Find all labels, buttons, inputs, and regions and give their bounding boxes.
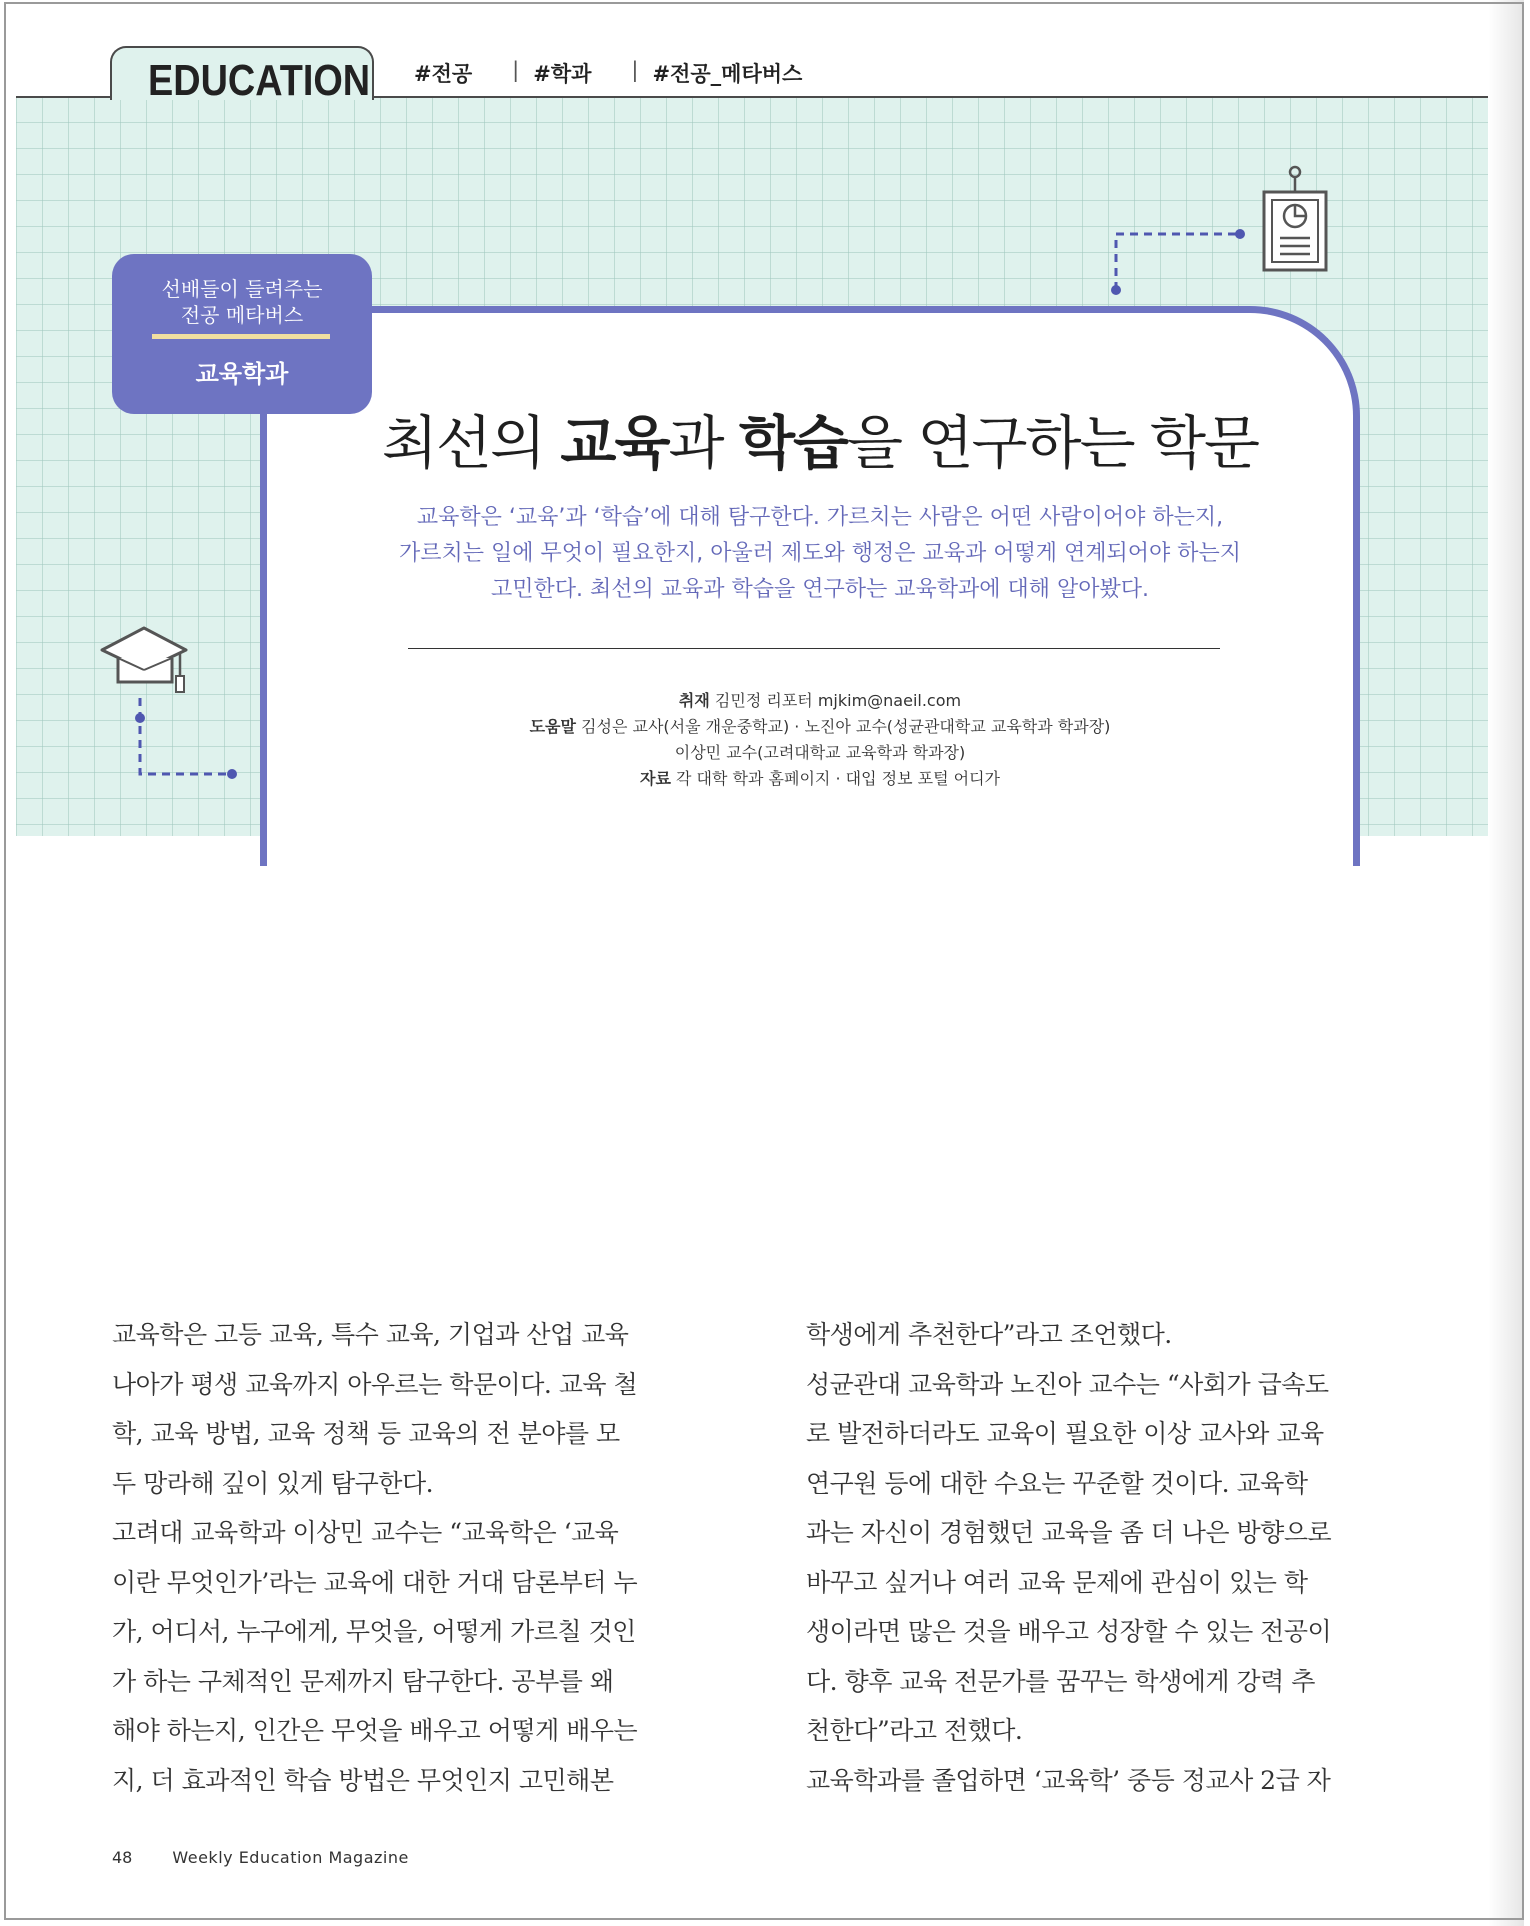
tag-list xyxy=(414,58,842,88)
title-part-emphasis: 학습 xyxy=(738,409,848,477)
tag-separator: | xyxy=(512,58,520,82)
tag-item: #학과 xyxy=(533,62,592,86)
body-line: 학, 교육 방법, 교육 정책 등 교육의 전 분야를 모 xyxy=(112,1419,620,1448)
credit-label: 취재 xyxy=(678,691,710,710)
credit-text: 이상민 교수(고려대학교 교육학과 학과장) xyxy=(674,743,966,762)
body-line: 생이라면 많은 것을 배우고 성장할 수 있는 전공이 xyxy=(806,1617,1332,1646)
body-line: 과는 자신이 경험했던 교육을 좀 더 나은 방향으로 xyxy=(806,1518,1332,1547)
page-footer xyxy=(112,1848,409,1867)
page-number: 48 xyxy=(112,1848,133,1867)
body-line: 교육학과를 졸업하면 ‘교육학’ 중등 정교사 2급 자 xyxy=(806,1765,1331,1795)
body-column-left xyxy=(112,1310,692,1805)
spine-shadow xyxy=(1488,0,1524,1926)
credit-label: 도움말 xyxy=(529,717,576,736)
badge-line: 선배들이 들려주는 xyxy=(161,277,323,301)
credit-line xyxy=(400,740,1240,766)
credit-line xyxy=(400,714,1240,740)
body-line: 학생에게 추천한다”라고 조언했다. xyxy=(806,1320,1172,1349)
credit-text: 김성은 교사(서울 개운중학교) · 노진아 교수(성균관대학교 교육학과 학과장) xyxy=(575,717,1111,736)
badge-department: 교육학과 xyxy=(195,360,289,388)
credit-text: 각 대학 학과 홈페이지 · 대입 정보 포털 어디가 xyxy=(670,769,1000,788)
body-line: 가, 어디서, 누구에게, 무엇을, 어떻게 가르칠 것인 xyxy=(112,1617,636,1646)
body-line: 가 하는 구체적인 문제까지 탐구한다. 공부를 왜 xyxy=(112,1666,614,1696)
body-line: 나아가 평생 교육까지 아우르는 학문이다. 교육 철 xyxy=(112,1369,638,1399)
body-line: 다. 향후 교육 전문가를 꿈꾸는 학생에게 강력 추 xyxy=(806,1666,1315,1696)
tag-separator: | xyxy=(631,58,639,82)
title-part: 을 연구하는 학문 xyxy=(847,409,1259,477)
body-line: 해야 하는지, 인간은 무엇을 배우고 어떻게 배우는 xyxy=(112,1716,638,1745)
body-line: 바꾸고 싶거나 여러 교육 문제에 관심이 있는 학 xyxy=(806,1567,1308,1597)
magazine-name: Weekly Education Magazine xyxy=(172,1848,409,1867)
tag-item: #전공_메타버스 xyxy=(652,62,803,86)
tag-item: #전공 xyxy=(414,62,473,86)
credit-line xyxy=(400,766,1240,792)
graduation-cap-icon xyxy=(96,620,256,790)
body-line: 고려대 교육학과 이상민 교수는 “교육학은 ‘교육 xyxy=(112,1518,619,1547)
body-column-right xyxy=(806,1310,1386,1805)
body-line: 연구원 등에 대한 수요는 꾸준할 것이다. 교육학 xyxy=(806,1468,1308,1498)
article-title xyxy=(300,396,1340,480)
credit-label: 자료 xyxy=(640,769,671,788)
credit-text: 김민정 리포터 mjkim@naeil.com xyxy=(709,691,962,710)
badge-line: 전공 메타버스 xyxy=(180,303,304,327)
title-part: 과 xyxy=(668,409,739,477)
body-line: 성균관대 교육학과 노진아 교수는 “사회가 급속도 xyxy=(806,1369,1329,1399)
body-line: 이란 무엇인가’라는 교육에 대한 거대 담론부터 누 xyxy=(112,1567,638,1597)
body-line: 로 발전하더라도 교육이 필요한 이상 교사와 교육 xyxy=(806,1419,1324,1448)
title-part-emphasis: 교육 xyxy=(560,409,669,477)
credit-line xyxy=(400,688,1240,714)
body-line: 천한다”라고 전했다. xyxy=(806,1716,1023,1745)
body-line: 교육학은 고등 교육, 특수 교육, 기업과 산업 교육 xyxy=(112,1320,629,1349)
section-label: EDUCATION xyxy=(148,56,371,105)
lede-line: 고민한다. 최선의 교육과 학습을 연구하는 교육학과에 대해 알아봤다. xyxy=(491,577,1149,602)
body-line: 두 망라해 깊이 있게 탐구한다. xyxy=(112,1468,434,1498)
lede-line: 가르치는 일에 무엇이 필요한지, 아울러 제도와 행정은 교육과 어떻게 연계되어야 하는지 xyxy=(399,541,1241,566)
article-credits xyxy=(400,688,1240,792)
article-lede xyxy=(340,500,1300,608)
clipboard-chart-icon xyxy=(1100,160,1340,300)
badge-rule xyxy=(152,334,330,339)
body-line: 지, 더 효과적인 학습 방법은 무엇인지 고민해본 xyxy=(112,1765,614,1795)
credits-divider xyxy=(408,648,1220,649)
series-badge xyxy=(112,254,372,414)
title-part: 최선의 xyxy=(381,409,561,477)
lede-line: 교육학은 ‘교육’과 ‘학습’에 대해 탐구한다. 가르치는 사람은 어떤 사람이어야 하는지, xyxy=(416,505,1224,530)
